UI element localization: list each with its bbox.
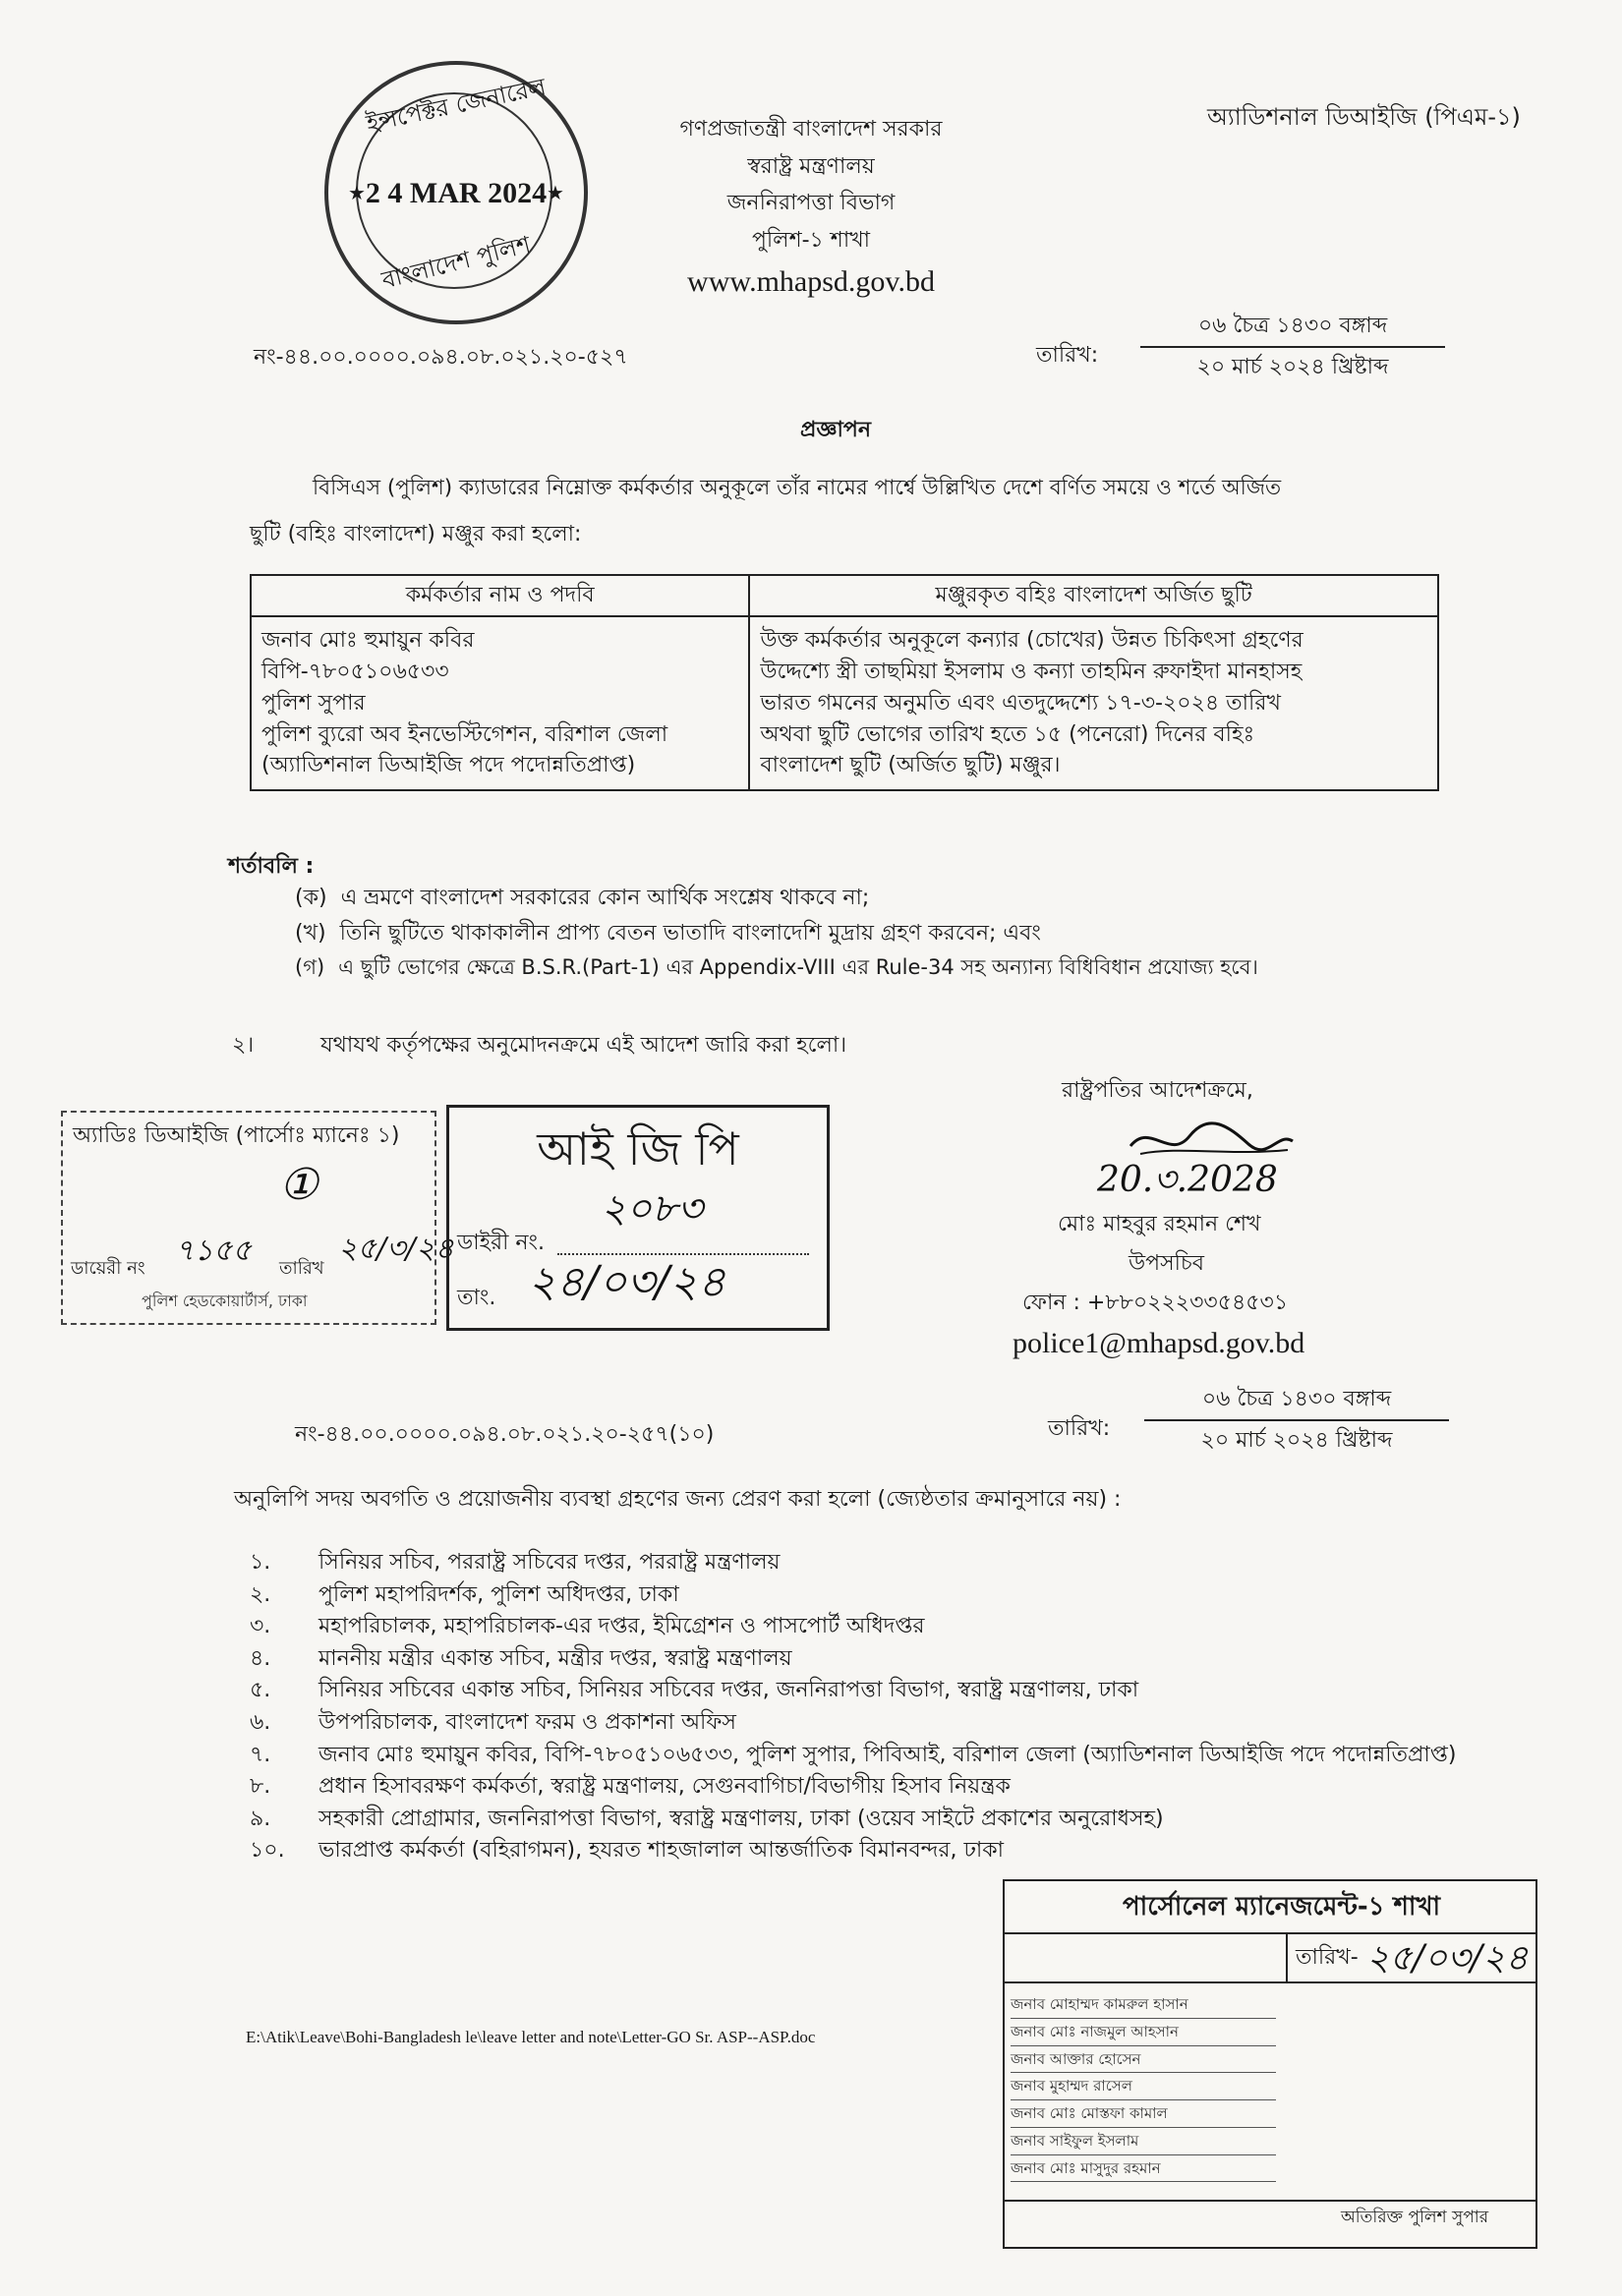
condition-item [295, 885, 1258, 912]
condition-label: (ক) [295, 886, 327, 910]
officer-name: জনাব মোঃ হুমায়ুন কবির [261, 627, 475, 653]
memo-date-label: তারিখ: [1036, 343, 1099, 368]
officer-bp: বিপি-৭৮০৫১০৬৫৩৩ [261, 659, 449, 684]
leave-table [250, 574, 1439, 791]
leave-detail-cell [749, 616, 1438, 790]
letterhead [629, 116, 993, 301]
list-item: ৮. প্রধান হিসাবরক্ষণ কর্মকর্তা, স্বরাষ্ট্র মন্ত্রণালয়, সেগুনবাগিচা/বিভাগীয় হিসাব নিয়ন্ত্রক [250, 1774, 1011, 1800]
star-icon: ★ [348, 181, 366, 204]
gov-name: গণপ্রজাতন্ত্রী বাংলাদেশ সরকার [679, 117, 943, 142]
notice-title: প্রজ্ঞাপন [800, 418, 871, 442]
pm1-branch-stamp [1003, 1879, 1537, 2249]
signatory-name: মোঃ মাহবুর রহমান শেখ [1058, 1212, 1261, 1236]
conditions-heading: শর্তাবলি : [228, 854, 315, 879]
condition-item [295, 954, 1258, 980]
officer-rank: পুলিশ সুপার [261, 690, 366, 716]
notice-intro-line2: ছুটি (বহিঃ বাংলাদেশ) মঞ্জুর করা হলো: [250, 522, 582, 546]
list-item: জনাব মোহাম্মদ কামরুল হাসান [1011, 1991, 1276, 2019]
igp-diary-label: ডাইরী নং. [457, 1231, 545, 1255]
pm1-officer-list [1011, 1991, 1276, 2182]
table-header-officer: কর্মকর্তার নাম ও পদবি [251, 575, 749, 616]
date-gregorian: ২০ মার্চ ২০২৪ খ্রিষ্টাব্দ [1200, 1427, 1393, 1453]
leave-line: উদ্দেশ্যে স্ত্রী তাছমিয়া ইসলাম ও কন্যা তাহমিন রুফাইদা মানহাসহ [760, 659, 1303, 684]
officer-promotion: (অ্যাডিশনাল ডিআইজি পদে পদোন্নতিপ্রাপ্ত) [261, 753, 636, 778]
list-item: জনাব সাইফুল ইসলাম [1011, 2128, 1276, 2155]
para-number: ২। [232, 1033, 255, 1058]
file-path: E:\Atik\Leave\Bohi-Bangladesh le\leave letter and note\Letter-GO Sr. ASP--ASP.doc [246, 2028, 816, 2046]
list-item: ৪. মাননীয় মন্ত্রীর একান্ত সচিব, মন্ত্রীর দপ্তর, স্বরাষ্ট্র মন্ত্রণালয় [250, 1645, 792, 1671]
signature-date: 20.৩.2028 [1097, 1160, 1278, 1200]
pm1-date: ২৫/০৩/২৪ [1366, 1938, 1529, 1979]
signatory-email[interactable]: police1@mhapsd.gov.bd [1013, 1327, 1305, 1359]
list-item: ৩. মহাপরিচালক, মহাপরিচালক-এর দপ্তর, ইমিগ্রেশন ও পাসপোর্ট অধিদপ্তর [250, 1614, 925, 1639]
order-line: রাষ্ট্রপতির আদেশক্রমে, [1062, 1078, 1253, 1103]
date-gregorian: ২০ মার্চ ২০২৪ খ্রিষ্টাব্দ [1196, 354, 1389, 379]
officer-unit: পুলিশ ব্যুরো অব ইনভেস্টিগেশন, বরিশাল জেলা [261, 721, 668, 747]
leave-line: ভারত গমনের অনুমতি এবং এতদুদ্দেশ্যে ১৭-৩-২০২৪ তারিখ [760, 690, 1281, 716]
leave-line: অথবা ছুটি ভোগের তারিখ হতে ১৫ (পনেরো) দিনের বহিঃ [760, 721, 1255, 747]
copies-list [250, 1549, 1469, 1869]
memo2-number: নং-৪৪.০০.০০০০.০৯৪.০৮.০২১.২০-২৫৭(১০) [295, 1422, 715, 1447]
addl-stamp-date: ২৫/৩/২৪ [338, 1232, 454, 1266]
addl-dig-stamp [61, 1111, 454, 1325]
igp-diary-number: ২০৮৩ [601, 1186, 703, 1232]
notice-intro-line1: বিসিএস (পুলিশ) ক্যাডারের নিম্নোক্ত কর্মকর্তার অনুকূলে তাঁর নামের পার্শ্বে উল্লিখিত দেশে বর্ণিত সময়ে ও শর্তে অর্জিত [313, 476, 1282, 500]
pm1-stamp-footer: অতিরিক্ত পুলিশ সুপার [1341, 2208, 1489, 2227]
leave-line: উক্ত কর্মকর্তার অনুকূলে কন্যার (চোখের) উন্নত চিকিৎসা গ্রহণের [760, 627, 1303, 653]
list-item: জনাব মুহাম্মদ রাসেল [1011, 2073, 1276, 2100]
igp-stamp-title: আই জি পি [537, 1122, 739, 1176]
addl-stamp-footer: পুলিশ হেডকোয়ার্টার্স, ঢাকা [142, 1292, 308, 1310]
copies-intro: অনুলিপি সদয় অবগতি ও প্রয়োজনীয় ব্যবস্থা গ্রহণের জন্য প্রেরণ করা হলো (জ্যেষ্ঠতার ক্রমানুসারে নয়) : [234, 1487, 1122, 1512]
table-header-leave: মঞ্জুরকৃত বহিঃ বাংলাদেশ অর্জিত ছুটি [749, 575, 1438, 616]
list-item: জনাব মোঃ মোস্তফা কামাল [1011, 2100, 1276, 2128]
memo2-date-block [1144, 1386, 1449, 1454]
condition-text: তিনি ছুটিতে থাকাকালীন প্রাপ্য বেতন ভাতাদি বাংলাদেশি মুদ্রায় গ্রহণ করবেন; এবং [339, 920, 1041, 946]
memo-number: নং-৪৪.০০.০০০০.০৯৪.০৮.০২১.২০-৫২৭ [254, 345, 628, 370]
division-name: জননিরাপত্তা বিভাগ [726, 191, 896, 215]
igp-stamp [446, 1105, 830, 1331]
memo2-date-label: তারিখ: [1048, 1416, 1111, 1441]
igp-date-label: তাং. [457, 1286, 496, 1310]
addl-stamp-date-label: তারিখ [279, 1258, 324, 1279]
para-text: যথাযথ কর্তৃপক্ষের অনুমোদনক্রমে এই আদেশ জারি করা হলো। [320, 1033, 847, 1058]
stamp-bottom-text: বাংলাদেশ পুলিশ [378, 230, 534, 295]
addl-stamp-diary-label: ডায়েরী নং [71, 1258, 145, 1279]
addl-stamp-mark: ① [279, 1160, 319, 1210]
condition-label: (গ) [295, 955, 325, 979]
condition-label: (খ) [295, 920, 326, 946]
list-item: জনাব আক্তার হোসেন [1011, 2046, 1276, 2074]
date-bangla: ০৬ চৈত্র ১৪৩০ বঙ্গাব্দ [1197, 314, 1388, 338]
igp-date: ২৪/০৩/২৪ [528, 1257, 726, 1307]
list-item: ৬. উপপরিচালক, বাংলাদেশ ফরম ও প্রকাশনা অফিস [250, 1709, 736, 1735]
website-link[interactable]: www.mhapsd.gov.bd [687, 265, 935, 298]
branch-name: পুলিশ-১ শাখা [751, 227, 871, 253]
officer-cell [251, 616, 749, 790]
list-item: ১. সিনিয়র সচিব, পররাষ্ট্র সচিবের দপ্তর, পররাষ্ট্র মন্ত্রণালয় [250, 1550, 781, 1575]
conditions-list [295, 885, 1258, 988]
ministry-name: স্বরাষ্ট্র মন্ত্রণালয় [747, 153, 875, 179]
table-header-row [251, 575, 1438, 616]
leave-line: বাংলাদেশ ছুটি (অর্জিত ছুটি) মঞ্জুর। [760, 753, 1061, 778]
memo-date-block [1140, 313, 1445, 380]
list-item: জনাব মোঃ নাজমুল আহসান [1011, 2019, 1276, 2046]
date-bangla: ০৬ চৈত্র ১৪৩০ বঙ্গাব্দ [1201, 1387, 1392, 1411]
condition-item [295, 920, 1258, 947]
addl-stamp-title: অ্যাডিঃ ডিআইজি (পার্সোঃ ম্যানেঃ ১) [73, 1123, 400, 1148]
stamp-ring-text: ইন্সপেক্টর জেনারেল [364, 72, 549, 139]
signatory-designation: উপসচিব [1129, 1251, 1205, 1276]
top-right-note: অ্যাডিশনাল ডিআইজি (পিএম-১) [1207, 103, 1521, 131]
list-item: ১০. ভারপ্রাপ্ত কর্মকর্তা (বহিরাগমন), হযরত শাহজালাল আন্তর্জাতিক বিমানবন্দর, ঢাকা [250, 1838, 1005, 1864]
table-row [251, 616, 1438, 790]
condition-text: এ ছুটি ভোগের ক্ষেত্রে B.S.R.(Part-1) এর Appendix-VIII এর Rule-34 সহ অন্যান্য বিধিবিধান প্রযোজ্য হবে। [338, 955, 1258, 979]
pm1-stamp-title: পার্সোনেল ম্যানেজমেন্ট-১ শাখা [1123, 1892, 1441, 1922]
condition-text: এ ভ্রমণে বাংলাদেশ সরকারের কোন আর্থিক সংশ্লেষ থাকবে না; [340, 886, 870, 910]
addl-stamp-num: ৭১৫৫ [175, 1234, 252, 1268]
list-item: জনাব মোঃ মাসুদুর রহমান [1011, 2155, 1276, 2183]
ig-round-stamp [324, 61, 588, 324]
list-item: ৭. জনাব মোঃ হুমায়ুন কবির, বিপি-৭৮০৫১০৬৫৩৩, পুলিশ সুপার, পিবিআই, বরিশাল জেলা (অ্যাডিশনাল ডিআইজি পদে পদোন্নতিপ্রাপ্ত) [250, 1742, 1457, 1767]
list-item: ৯. সহকারী প্রোগ্রামার, জননিরাপত্তা বিভাগ, স্বরাষ্ট্র মন্ত্রণালয়, ঢাকা (ওয়েব সাইটে প্রকাশের অনুরোধসহ) [250, 1806, 1164, 1831]
signatory-phone: ফোন : +৮৮০২২২৩৩৫৪৫৩১ [1022, 1291, 1289, 1315]
list-item: ২. পুলিশ মহাপরিদর্শক, পুলিশ অধিদপ্তর, ঢাকা [250, 1581, 679, 1607]
list-item: ৫. সিনিয়র সচিবের একান্ত সচিব, সিনিয়র সচিবের দপ্তর, জননিরাপত্তা বিভাগ, স্বরাষ্ট্র মন্ত্রণালয়, ঢাকা [250, 1678, 1139, 1703]
stamp-date: 2 4 MAR 2024 [365, 177, 548, 209]
leave-table-wrap [250, 574, 1439, 791]
star-icon: ★ [547, 181, 564, 204]
pm1-date-label: তারিখ- [1296, 1945, 1359, 1970]
